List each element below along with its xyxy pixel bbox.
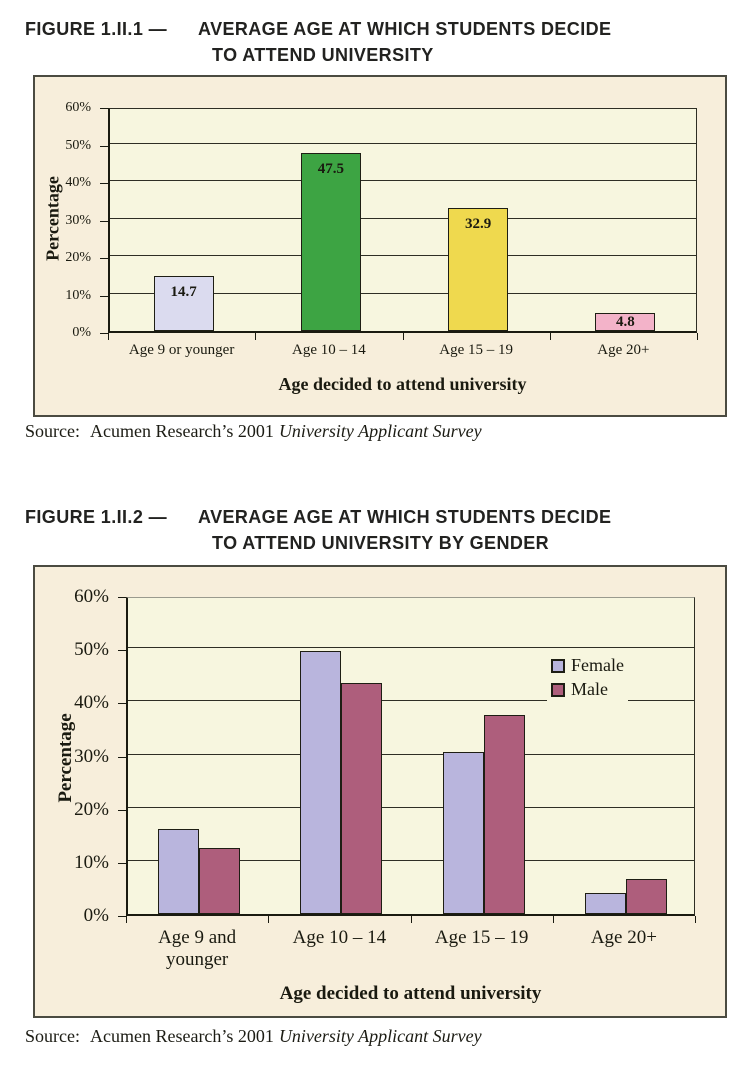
category-label: Age 9 and younger — [158, 927, 237, 970]
figure2-source-label: Source: — [25, 1026, 80, 1046]
gridline — [110, 218, 696, 219]
x-tick-mark — [697, 333, 698, 340]
figure1-x-axis-title: Age decided to attend university — [278, 374, 527, 394]
bar-value-label: 4.8 — [616, 314, 635, 330]
gridline — [128, 754, 694, 755]
figure2-source-survey: University Applicant Survey — [278, 1026, 482, 1046]
legend-label-male: Male — [571, 679, 608, 699]
y-tick-label: 30% — [65, 212, 91, 228]
bar — [443, 752, 484, 914]
bar — [199, 848, 240, 914]
figure2-chart-panel — [33, 565, 727, 1018]
y-tick-label: 60% — [65, 100, 91, 115]
bar — [300, 651, 341, 914]
figure2-title-line2: TO ATTEND UNIVERSITY BY GENDER — [212, 533, 550, 553]
x-tick-mark — [403, 333, 404, 340]
bar — [585, 893, 626, 914]
bar-value-label: 32.9 — [465, 216, 492, 232]
x-tick-mark — [126, 916, 127, 923]
bar — [154, 276, 214, 331]
y-tick-label: 0% — [83, 905, 109, 926]
y-tick-mark — [118, 757, 126, 758]
y-tick-label: 50% — [74, 639, 109, 661]
plot-area — [108, 108, 697, 333]
figure1-chart-panel — [33, 75, 727, 417]
figure2-y-axis-title: Percentage — [55, 713, 76, 803]
y-tick-label: 40% — [65, 175, 91, 190]
category-label: Age 20+ — [597, 342, 650, 358]
y-tick-label: 50% — [65, 137, 91, 153]
y-tick-mark — [118, 810, 126, 811]
category-label: Age 9 or younger — [128, 342, 235, 358]
legend-swatch-female — [551, 659, 565, 673]
category-label: Age 15 – 19 — [439, 342, 513, 358]
x-tick-mark — [695, 916, 696, 923]
bar — [484, 715, 525, 914]
y-tick-mark — [118, 863, 126, 864]
y-tick-label: 20% — [74, 798, 109, 820]
bar — [341, 683, 382, 914]
bar — [595, 313, 655, 331]
gridline — [110, 255, 696, 256]
y-tick-mark — [100, 146, 108, 147]
figure2-source — [25, 1026, 482, 1047]
y-tick-mark — [100, 296, 108, 297]
x-tick-mark — [550, 333, 551, 340]
y-tick-label: 10% — [65, 287, 91, 303]
x-tick-mark — [411, 916, 412, 923]
x-tick-mark — [108, 333, 109, 340]
y-tick-mark — [100, 108, 108, 109]
figure1-label: FIGURE 1.II.1 — — [25, 19, 168, 39]
y-tick-mark — [118, 650, 126, 651]
gridline — [110, 180, 696, 181]
figure2-source-text: Acumen Research’s 2001 — [89, 1026, 274, 1046]
legend — [547, 651, 628, 704]
figure1-source-survey: University Applicant Survey — [278, 421, 482, 441]
category-label: Age 10 – 14 — [292, 927, 387, 948]
legend-item-female — [551, 655, 624, 676]
bar — [158, 829, 199, 914]
gridline — [110, 143, 696, 144]
y-tick-mark — [100, 333, 108, 334]
bar — [301, 153, 361, 331]
bar-value-label: 47.5 — [317, 161, 344, 177]
y-tick-mark — [100, 183, 108, 184]
y-tick-label: 30% — [74, 745, 109, 767]
y-tick-mark — [118, 703, 126, 704]
figure1-title-line1: AVERAGE AGE AT WHICH STUDENTS DECIDE — [198, 19, 612, 39]
plot-area — [126, 597, 695, 916]
legend-item-male — [551, 679, 624, 700]
figure2-x-axis-title: Age decided to attend university — [279, 983, 542, 1004]
y-tick-label: 40% — [74, 692, 109, 714]
bar — [626, 879, 667, 914]
x-tick-mark — [255, 333, 256, 340]
bar-value-label: 14.7 — [170, 284, 197, 300]
x-tick-mark — [268, 916, 269, 923]
category-label: Age 15 – 19 — [434, 927, 529, 948]
y-tick-label: 0% — [72, 325, 91, 340]
figure1-source — [25, 421, 482, 442]
gridline — [128, 807, 694, 808]
y-tick-label: 60% — [74, 586, 109, 607]
figure1-title-line2: TO ATTEND UNIVERSITY — [212, 45, 434, 65]
y-tick-mark — [100, 258, 108, 259]
y-tick-label: 10% — [74, 851, 109, 873]
bar — [448, 208, 508, 331]
figure1-title-text — [198, 16, 715, 68]
figure1-y-axis-title: Percentage — [42, 176, 63, 261]
y-tick-mark — [100, 221, 108, 222]
figure2-title-text — [198, 504, 715, 556]
y-tick-label: 20% — [65, 250, 91, 265]
y-tick-mark — [118, 597, 126, 598]
gridline — [128, 647, 694, 648]
legend-label-female: Female — [571, 655, 624, 675]
category-label: Age 10 – 14 — [292, 342, 366, 358]
y-tick-mark — [118, 916, 126, 917]
figure2-label: FIGURE 1.II.2 — — [25, 507, 168, 527]
figure1-source-text: Acumen Research’s 2001 — [89, 421, 274, 441]
category-label: Age 20+ — [590, 927, 657, 948]
x-tick-mark — [553, 916, 554, 923]
legend-swatch-male — [551, 683, 565, 697]
figure1-title — [25, 16, 715, 68]
figure2-title-line1: AVERAGE AGE AT WHICH STUDENTS DECIDE — [198, 507, 612, 527]
figure1-source-label: Source: — [25, 421, 80, 441]
figure2-title — [25, 504, 715, 556]
